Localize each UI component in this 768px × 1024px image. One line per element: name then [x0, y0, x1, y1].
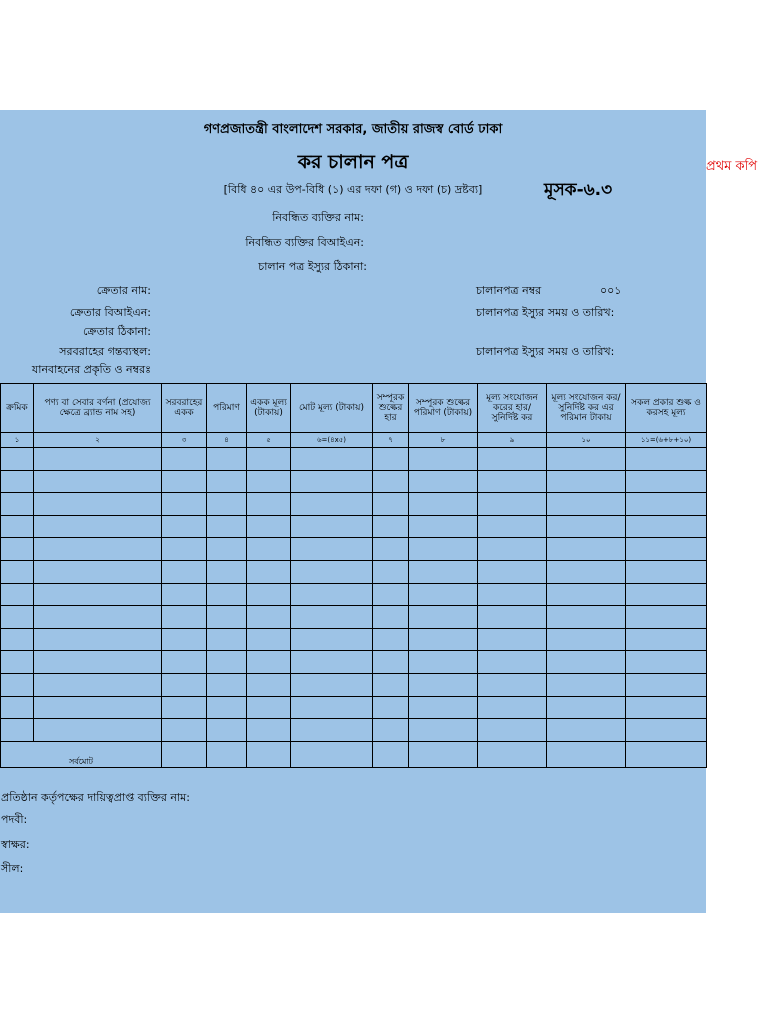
total-cell — [409, 741, 478, 767]
table-cell[interactable] — [547, 651, 626, 674]
table-cell[interactable] — [291, 470, 373, 493]
table-cell[interactable] — [409, 560, 478, 583]
table-cell[interactable] — [626, 470, 707, 493]
table-cell[interactable] — [247, 448, 291, 471]
invoice-number-label: চালানপত্র নম্বর — [476, 284, 542, 297]
table-cell[interactable] — [409, 719, 478, 742]
column-number: ২ — [34, 433, 162, 448]
vehicle-label: যানবাহনের প্রকৃতি ও নম্বরঃ — [31, 363, 151, 376]
table-cell[interactable] — [34, 673, 162, 696]
total-cell — [162, 741, 207, 767]
table-cell[interactable] — [34, 515, 162, 538]
form-code: মূসক-৬.৩ — [544, 180, 613, 200]
table-cell[interactable] — [162, 719, 207, 742]
table-cell[interactable] — [373, 673, 409, 696]
table-row — [1, 493, 707, 516]
table-cell[interactable] — [34, 719, 162, 742]
table-cell[interactable] — [1, 628, 34, 651]
table-cell[interactable] — [547, 448, 626, 471]
table-cell[interactable] — [247, 515, 291, 538]
seal-label: সীল: — [1, 862, 24, 875]
table-cell[interactable] — [247, 719, 291, 742]
table-cell[interactable] — [291, 448, 373, 471]
column-header: পরিমাণ — [207, 384, 247, 433]
destination-label: সরবরাহের গন্তব্যস্থল: — [59, 345, 151, 358]
rule-reference: [বিধি ৪০ এর উপ-বিধি (১) এর দফা (গ) ও দফা (চ) দ্রষ্টব্য] — [223, 183, 483, 196]
first-copy-label: প্রথম কপি — [706, 159, 758, 174]
table-cell[interactable] — [478, 696, 547, 719]
table-cell[interactable] — [207, 470, 247, 493]
table-cell[interactable] — [373, 493, 409, 516]
table-cell[interactable] — [626, 515, 707, 538]
table-cell[interactable] — [626, 628, 707, 651]
table-cell[interactable] — [34, 538, 162, 561]
column-number: ৭ — [373, 433, 409, 448]
table-cell[interactable] — [373, 560, 409, 583]
table-cell[interactable] — [409, 515, 478, 538]
table-row — [1, 651, 707, 674]
table-cell[interactable] — [373, 719, 409, 742]
table-cell[interactable] — [247, 493, 291, 516]
table-cell[interactable] — [162, 493, 207, 516]
table-cell[interactable] — [247, 651, 291, 674]
table-cell[interactable] — [373, 538, 409, 561]
table-cell[interactable] — [247, 673, 291, 696]
table-cell[interactable] — [373, 448, 409, 471]
table-cell[interactable] — [34, 560, 162, 583]
table-cell[interactable] — [373, 583, 409, 606]
table-cell[interactable] — [247, 560, 291, 583]
table-cell[interactable] — [547, 583, 626, 606]
table-cell[interactable] — [626, 606, 707, 629]
table-cell[interactable] — [547, 606, 626, 629]
table-cell[interactable] — [373, 515, 409, 538]
table-cell[interactable] — [478, 606, 547, 629]
table-cell[interactable] — [409, 493, 478, 516]
total-cell — [247, 741, 291, 767]
table-cell[interactable] — [1, 470, 34, 493]
issue-time-label-2: চালানপত্র ইস্যুর সময় ও তারিখ: — [476, 345, 615, 358]
table-cell[interactable] — [207, 606, 247, 629]
column-header: একক মূল্য (টাকায়) — [247, 384, 291, 433]
table-cell[interactable] — [34, 696, 162, 719]
table-cell[interactable] — [162, 696, 207, 719]
buyer-bin-label: ক্রেতার বিআইএন: — [69, 306, 151, 319]
table-cell[interactable] — [626, 560, 707, 583]
total-cell — [626, 741, 707, 767]
table-cell[interactable] — [207, 673, 247, 696]
table-cell[interactable] — [207, 560, 247, 583]
table-cell[interactable] — [162, 448, 207, 471]
column-number: ৪ — [207, 433, 247, 448]
table-cell[interactable] — [162, 538, 207, 561]
table-cell[interactable] — [247, 583, 291, 606]
table-cell[interactable] — [478, 583, 547, 606]
table-cell[interactable] — [34, 493, 162, 516]
table-cell[interactable] — [478, 470, 547, 493]
table-cell[interactable] — [162, 606, 207, 629]
table-cell[interactable] — [547, 719, 626, 742]
table-cell[interactable] — [547, 696, 626, 719]
table-cell[interactable] — [478, 651, 547, 674]
table-cell[interactable] — [247, 538, 291, 561]
table-cell[interactable] — [478, 673, 547, 696]
table-cell[interactable] — [1, 696, 34, 719]
table-cell[interactable] — [547, 673, 626, 696]
table-cell[interactable] — [1, 493, 34, 516]
table-cell[interactable] — [34, 470, 162, 493]
table-cell[interactable] — [1, 651, 34, 674]
table-cell[interactable] — [409, 696, 478, 719]
table-cell[interactable] — [409, 448, 478, 471]
table-cell[interactable] — [409, 538, 478, 561]
column-header: মোট মূল্য (টাকায়) — [291, 384, 373, 433]
signature-label: স্বাক্ষর: — [1, 838, 30, 851]
column-number: ৮ — [409, 433, 478, 448]
column-header: মূল্য সংযোজন কর/ সুনির্দিষ্ট কর এর পরিমান টাকায় — [547, 384, 626, 433]
table-cell[interactable] — [34, 628, 162, 651]
table-cell[interactable] — [1, 515, 34, 538]
table-row — [1, 673, 707, 696]
table-cell[interactable] — [409, 628, 478, 651]
table-cell[interactable] — [291, 493, 373, 516]
table-cell[interactable] — [162, 515, 207, 538]
issue-time-label: চালানপত্র ইস্যুর সময় ও তারিখ: — [476, 306, 615, 319]
table-row — [1, 470, 707, 493]
table-cell[interactable] — [34, 448, 162, 471]
table-cell[interactable] — [247, 470, 291, 493]
table-cell[interactable] — [626, 493, 707, 516]
table-cell[interactable] — [207, 719, 247, 742]
table-cell[interactable] — [162, 583, 207, 606]
table-cell[interactable] — [291, 515, 373, 538]
total-cell — [291, 741, 373, 767]
column-number-row — [1, 433, 707, 448]
table-cell[interactable] — [291, 583, 373, 606]
table-row — [1, 719, 707, 742]
table-row — [1, 583, 707, 606]
table-cell[interactable] — [247, 628, 291, 651]
table-cell[interactable] — [291, 696, 373, 719]
table-cell[interactable] — [1, 448, 34, 471]
table-cell[interactable] — [207, 493, 247, 516]
table-cell[interactable] — [626, 673, 707, 696]
table-cell[interactable] — [373, 606, 409, 629]
table-cell[interactable] — [162, 560, 207, 583]
table-cell[interactable] — [291, 606, 373, 629]
table-cell[interactable] — [162, 673, 207, 696]
total-cell — [478, 741, 547, 767]
column-number: ৯ — [478, 433, 547, 448]
table-cell[interactable] — [1, 719, 34, 742]
column-number: ৬=(৪x৫) — [291, 433, 373, 448]
table-row — [1, 538, 707, 561]
table-cell[interactable] — [247, 606, 291, 629]
table-cell[interactable] — [547, 628, 626, 651]
column-header: সকল প্রকার শুল্ক ও করসহ মূল্য — [626, 384, 707, 433]
table-cell[interactable] — [626, 719, 707, 742]
table-cell[interactable] — [207, 515, 247, 538]
total-cell — [373, 741, 409, 767]
table-cell[interactable] — [626, 583, 707, 606]
table-cell[interactable] — [409, 606, 478, 629]
table-row — [1, 628, 707, 651]
table-header-row — [1, 384, 707, 433]
table-cell[interactable] — [547, 560, 626, 583]
table-cell[interactable] — [626, 696, 707, 719]
invoice-number-value: ০০১ — [600, 284, 622, 297]
table-cell[interactable] — [207, 583, 247, 606]
table-cell[interactable] — [626, 538, 707, 561]
table-cell[interactable] — [547, 493, 626, 516]
table-row — [1, 448, 707, 471]
table-cell[interactable] — [478, 493, 547, 516]
column-number: ১ — [1, 433, 34, 448]
table-cell[interactable] — [291, 651, 373, 674]
table-cell[interactable] — [478, 719, 547, 742]
table-cell[interactable] — [207, 538, 247, 561]
table-cell[interactable] — [373, 470, 409, 493]
table-cell[interactable] — [162, 651, 207, 674]
table-cell[interactable] — [547, 538, 626, 561]
table-cell[interactable] — [478, 448, 547, 471]
responsible-person-label: প্রতিষ্ঠান কর্তৃপক্ষের দায়িত্বপ্রাপ্ত ব্যক্তির নাম: — [1, 791, 190, 804]
table-cell[interactable] — [373, 651, 409, 674]
table-cell[interactable] — [373, 696, 409, 719]
table-row — [1, 515, 707, 538]
table-cell[interactable] — [291, 538, 373, 561]
column-header: সরবরাহের একক — [162, 384, 207, 433]
total-cell — [547, 741, 626, 767]
table-cell[interactable] — [247, 696, 291, 719]
table-cell[interactable] — [547, 470, 626, 493]
table-cell[interactable] — [478, 515, 547, 538]
form-title: কর চালান পত্র — [297, 151, 409, 173]
table-cell[interactable] — [291, 673, 373, 696]
column-header: সম্পূরক শুল্কের হার — [373, 384, 409, 433]
table-row — [1, 696, 707, 719]
table-cell[interactable] — [291, 560, 373, 583]
total-cell — [207, 741, 247, 767]
column-number: ১০ — [547, 433, 626, 448]
table-cell[interactable] — [291, 719, 373, 742]
government-heading: গণপ্রজাতন্ত্রী বাংলাদেশ সরকার, জাতীয় রাজস্ব বোর্ড ঢাকা — [203, 122, 503, 137]
table-cell[interactable] — [34, 651, 162, 674]
table-cell[interactable] — [373, 628, 409, 651]
table-cell[interactable] — [1, 583, 34, 606]
column-header: সম্পূরক শুল্কের পরিমাণ (টাকায়) — [409, 384, 478, 433]
table-cell[interactable] — [162, 470, 207, 493]
registered-name-label: নিবন্ধিত ব্যক্তির নাম: — [272, 211, 364, 224]
table-cell[interactable] — [409, 651, 478, 674]
table-cell[interactable] — [34, 583, 162, 606]
invoice-table — [0, 383, 707, 768]
table-cell[interactable] — [207, 696, 247, 719]
table-cell[interactable] — [409, 673, 478, 696]
table-cell[interactable] — [409, 583, 478, 606]
table-cell[interactable] — [409, 470, 478, 493]
table-cell[interactable] — [1, 673, 34, 696]
table-cell[interactable] — [1, 606, 34, 629]
table-cell[interactable] — [626, 448, 707, 471]
column-header: পণ্য বা সেবার বর্ণনা (প্রযোজ্য ক্ষেত্রে ব্র্যান্ড নাম সহ) — [34, 384, 162, 433]
column-number: ১১=(৬+৮+১০) — [626, 433, 707, 448]
table-cell[interactable] — [1, 538, 34, 561]
column-header: মূল্য সংযোজন করের হার/ সুনির্দিষ্ট কর — [478, 384, 547, 433]
buyer-address-label: ক্রেতার ঠিকানা: — [82, 325, 151, 338]
column-number: ৩ — [162, 433, 207, 448]
issue-address-label: চালান পত্র ইস্যুর ঠিকানা: — [258, 260, 367, 273]
table-row — [1, 560, 707, 583]
total-row — [1, 741, 707, 767]
column-header: ক্রমিক — [1, 384, 34, 433]
table-row — [1, 606, 707, 629]
table-cell[interactable] — [162, 628, 207, 651]
total-label: সর্বমোট — [1, 741, 162, 767]
table-cell[interactable] — [34, 606, 162, 629]
table-cell[interactable] — [207, 448, 247, 471]
table-cell[interactable] — [207, 628, 247, 651]
table-cell[interactable] — [207, 651, 247, 674]
registered-bin-label: নিবন্ধিত ব্যক্তির বিআইএন: — [245, 236, 364, 249]
table-cell[interactable] — [478, 538, 547, 561]
table-cell[interactable] — [478, 628, 547, 651]
table-cell[interactable] — [626, 651, 707, 674]
table-cell[interactable] — [478, 560, 547, 583]
table-cell[interactable] — [291, 628, 373, 651]
buyer-name-label: ক্রেতার নাম: — [96, 284, 151, 297]
column-number: ৫ — [247, 433, 291, 448]
table-cell[interactable] — [547, 515, 626, 538]
table-cell[interactable] — [1, 560, 34, 583]
designation-label: পদবী: — [1, 813, 28, 826]
